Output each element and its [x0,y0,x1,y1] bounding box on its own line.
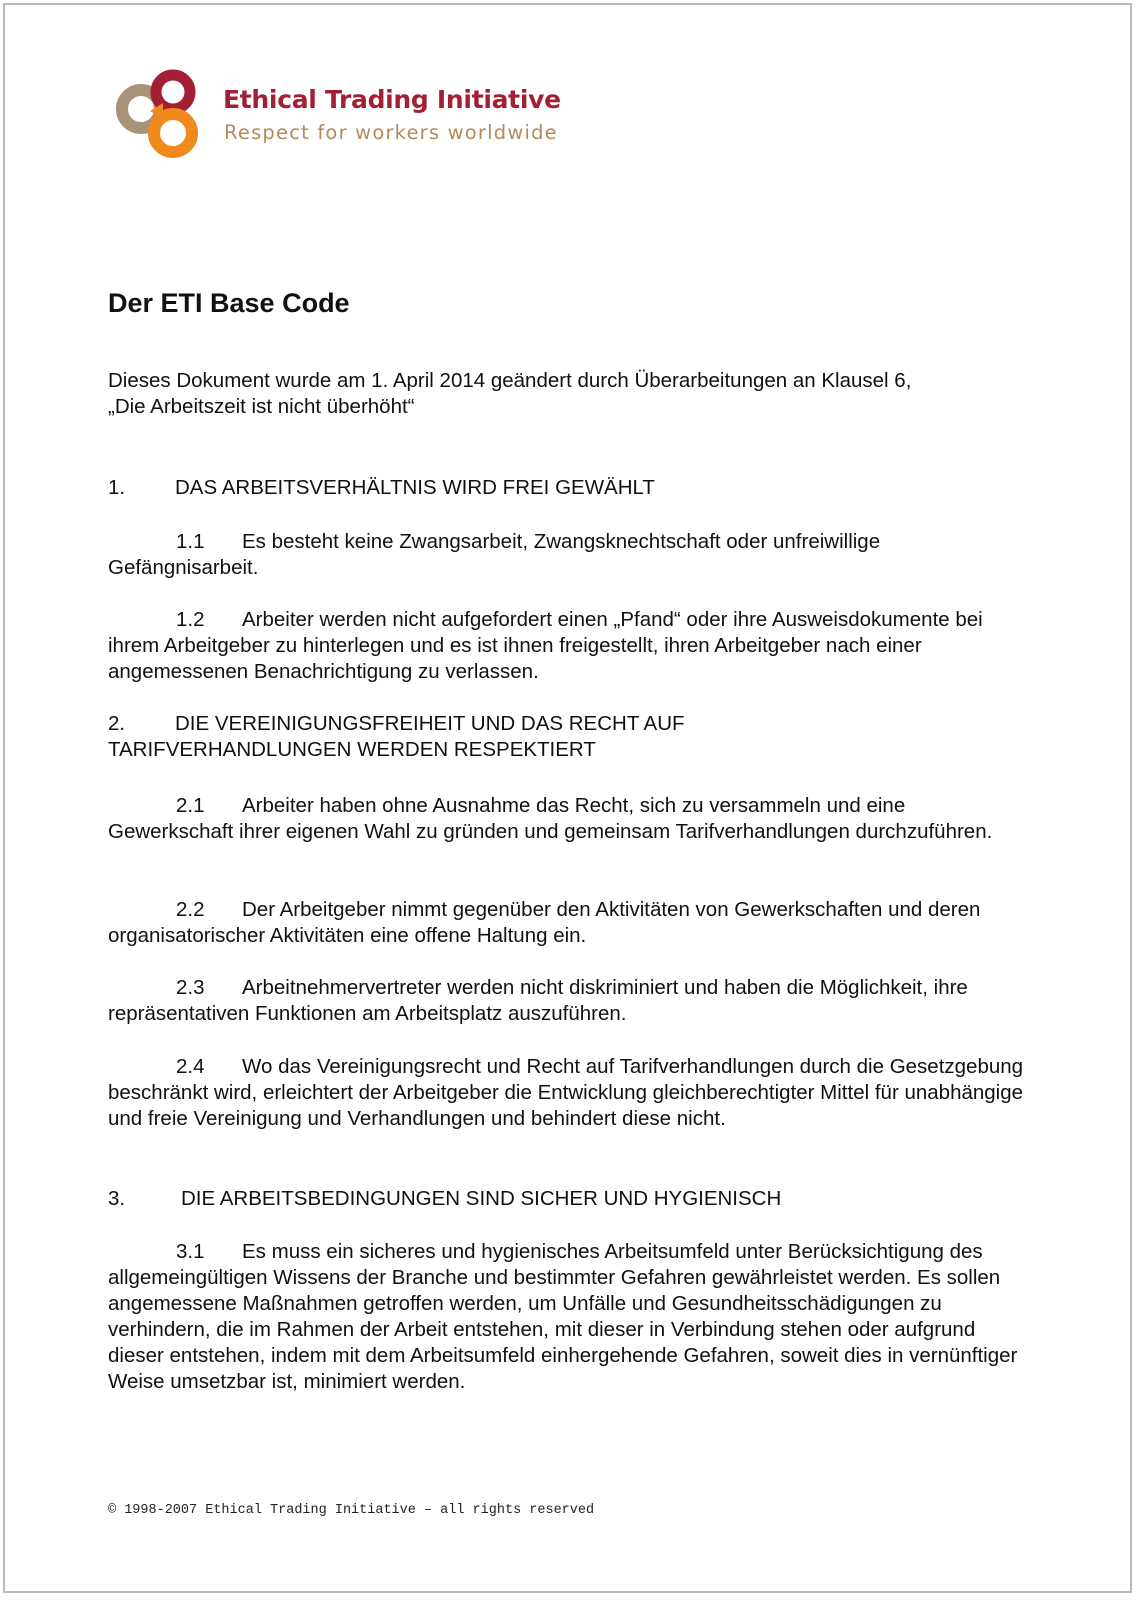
clause-text: Arbeitnehmervertreter werden nicht diskriminiert und haben die Möglichkeit, ihre repräsentativen Funktionen am Arbeitsplatz auszuführen. [108,976,968,1025]
logo-tagline: Respect for workers worldwide [224,121,558,144]
clause-number: 1.2 [176,608,205,631]
clause-2-4 [108,1054,1028,1132]
clause-2-3 [108,975,1028,1027]
section-number: 1. [108,476,126,499]
clause-number: 2.2 [176,898,205,921]
section-heading-line-1: DIE VEREINIGUNGSFREIHEIT UND DAS RECHT AUF [175,712,685,735]
clause-number: 2.4 [176,1055,205,1078]
clause-text: Es muss ein sicheres und hygienisches Arbeitsumfeld unter Berücksichtigung des allgemeingültigen Wissens der Branche und bestimmter Gefahren gewährleistet werden. Es sollen angemessene Maßnahmen getroffen werden, um Unfälle und Gesundheitsschädigungen zu verhindern, die im Rahmen der Arbeit entstehen, mit dieser in Verbindung stehen oder aufgrund dieser entstehen, indem mit dem Arbeitsumfeld einhergehende Gefahren, soweit dies in vernünftiger Weise umsetzbar ist, minimiert werden. [108,1240,1018,1393]
clause-text: Arbeiter haben ohne Ausnahme das Recht, sich zu versammeln und eine Gewerkschaft ihrer eigenen Wahl zu gründen und gemeinsam Tarifverhandlungen durchzuführen. [108,794,993,843]
intro-line-1: Dieses Dokument wurde am 1. April 2014 geändert durch Überarbeitungen an Klausel 6, [108,369,912,392]
clause-3-1 [108,1239,1028,1395]
section-2-heading [108,711,1028,763]
section-number: 3. [108,1187,126,1210]
clause-text: Der Arbeitgeber nimmt gegenüber den Aktivitäten von Gewerkschaften und deren organisatorischer Aktivitäten eine offene Haltung ein. [108,898,981,947]
document-title: Der ETI Base Code [108,288,350,318]
clause-2-2 [108,897,1028,949]
clause-1-2 [108,607,1028,685]
intro-line-2: „Die Arbeitszeit ist nicht überhöht“ [108,395,415,418]
intro-paragraph [108,368,1028,420]
clause-text: Arbeiter werden nicht aufgefordert einen „Pfand“ oder ihre Ausweisdokumente bei ihrem Arbeitgeber zu hinterlegen und es ist ihnen freigestellt, ihren Arbeitgeber nach einer angemessenen Benachrichtigung zu verlassen. [108,608,983,683]
clause-number: 3.1 [176,1240,205,1263]
eti-logo-rings-icon [113,67,213,163]
section-heading-text: DIE ARBEITSBEDINGUNGEN SIND SICHER UND HYGIENISCH [181,1187,782,1210]
section-3-heading [108,1186,1028,1212]
clause-text: Wo das Vereinigungsrecht und Recht auf Tarifverhandlungen durch die Gesetzgebung beschränkt wird, erleichtert der Arbeitgeber die Entwicklung gleichberechtigter Mittel für unabhängige und freie Vereinigung und Verhandlungen und behindert diese nicht. [108,1055,1024,1130]
section-number: 2. [108,712,126,735]
clause-1-1 [108,529,1028,581]
clause-number: 2.3 [176,976,205,999]
footer-copyright: © 1998-2007 Ethical Trading Initiative – all rights reserved [108,1503,595,1518]
clause-number: 1.1 [176,530,205,553]
clause-number: 2.1 [176,794,205,817]
clause-2-1 [108,793,1028,845]
eti-logo [113,67,593,163]
section-heading-text: DAS ARBEITSVERHÄLTNIS WIRD FREI GEWÄHLT [175,476,655,499]
clause-text: Es besteht keine Zwangsarbeit, Zwangsknechtschaft oder unfreiwillige Gefängnisarbeit. [108,530,881,579]
section-heading-line-2: TARIFVERHANDLUNGEN WERDEN RESPEKTIERT [108,738,596,761]
logo-org-name: Ethical Trading Initiative [223,85,561,114]
section-1-heading [108,475,1028,501]
